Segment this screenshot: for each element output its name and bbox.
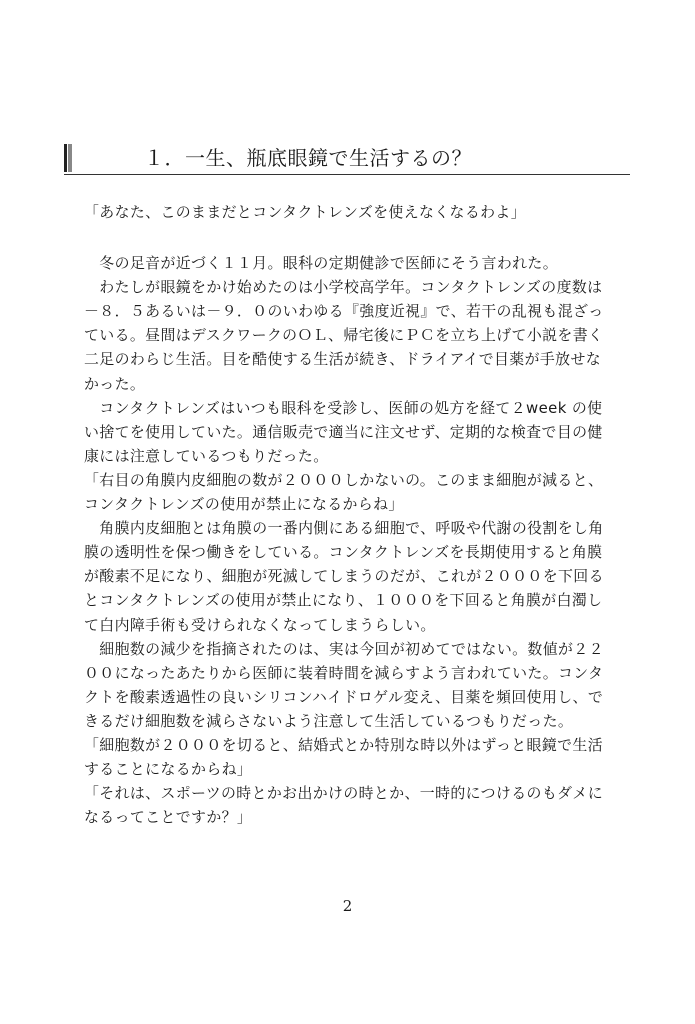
text-line: なるってことですか？」: [84, 808, 253, 827]
text-line: クトを酸素透過性の良いシリコンハイドロゲル変え、目薬を頻回使用し、で: [84, 687, 604, 706]
text-line: 「細胞数が２０００を切ると、結婚式とか特別な時以外はずっと眼鏡で生活: [84, 735, 603, 754]
heading-bar-dark: [64, 144, 67, 172]
text-line: て白内障手術も受けられなくなってしまうらしい。: [84, 615, 436, 634]
text-line: きるだけ細胞数を減らさないよう注意して生活しているつもりだった。: [84, 711, 574, 730]
text-line: 膜の透明性を保つ働きをしている。コンタクトレンズを長期使用すると角膜: [84, 543, 603, 562]
text-line: とコンタクトレンズの使用が禁止になり、１０００を下回ると角膜が白濁し: [84, 591, 603, 610]
text-line: ている。昼間はデスクワークのＯＬ、帰宅後にＰＣを立ち上げて小説を書く: [84, 326, 604, 345]
text-line: 冬の足音が近づく１１月。眼科の定期健診で医師にそう言われた。: [84, 254, 559, 273]
text-line: わたしが眼鏡をかけ始めたのは小学校高学年。コンタクトレンズの度数は: [84, 278, 603, 297]
heading-bar-gray: [68, 144, 72, 172]
chapter-title: １．一生、瓶底眼鏡で生活するの？: [144, 146, 472, 170]
body-text: [84, 200, 634, 829]
text-line: が酸素不足になり、細胞が死滅してしまうのだが、これが２０００を下回る: [84, 567, 604, 586]
text-line: 「右目の角膜内皮細胞の数が２０００しかないの。このまま細胞が減ると、: [84, 470, 604, 489]
text-line: 細胞数の減少を指摘されたのは、実は今回が初めてではない。数値が２２: [84, 639, 604, 658]
text-line: コンタクトレンズはいつも眼科を受診し、医師の処方を経て２week の使: [84, 398, 603, 417]
text-line: 「それは、スポーツの時とかお出かけの時とか、一時的につけるのもダメに: [84, 784, 603, 803]
text-line: ００になったあたりから医師に装着時間を減らすよう言われていた。コンタ: [84, 663, 604, 682]
text-line: 二足のわらじ生活。目を酷使する生活が続き、ドライアイで目薬が手放せな: [84, 350, 602, 369]
heading-accent-bar: [64, 144, 72, 172]
blank-line: [84, 224, 634, 251]
text-line: することになるからね」: [84, 760, 253, 779]
chapter-heading: [64, 144, 630, 175]
text-line: －８．５あるいは－９．０のいわゆる『強度近視』で、若干の乱視も混ざっ: [84, 302, 604, 321]
text-line: い捨てを使用していた。通信販売で適当に注文せず、定期的な検査で目の健: [84, 422, 603, 441]
text-line: 角膜内皮細胞とは角膜の一番内側にある細胞で、呼吸や代謝の役割をし角: [84, 519, 604, 538]
text-line: 「あなた、このままだとコンタクトレンズを使えなくなるわよ」: [84, 203, 527, 221]
text-line: コンタクトレンズの使用が禁止になるからね」: [84, 495, 404, 514]
text-line: かった。: [84, 374, 146, 393]
page-number: 2: [342, 897, 353, 915]
text-line: 康には注意しているつもりだった。: [84, 446, 329, 465]
